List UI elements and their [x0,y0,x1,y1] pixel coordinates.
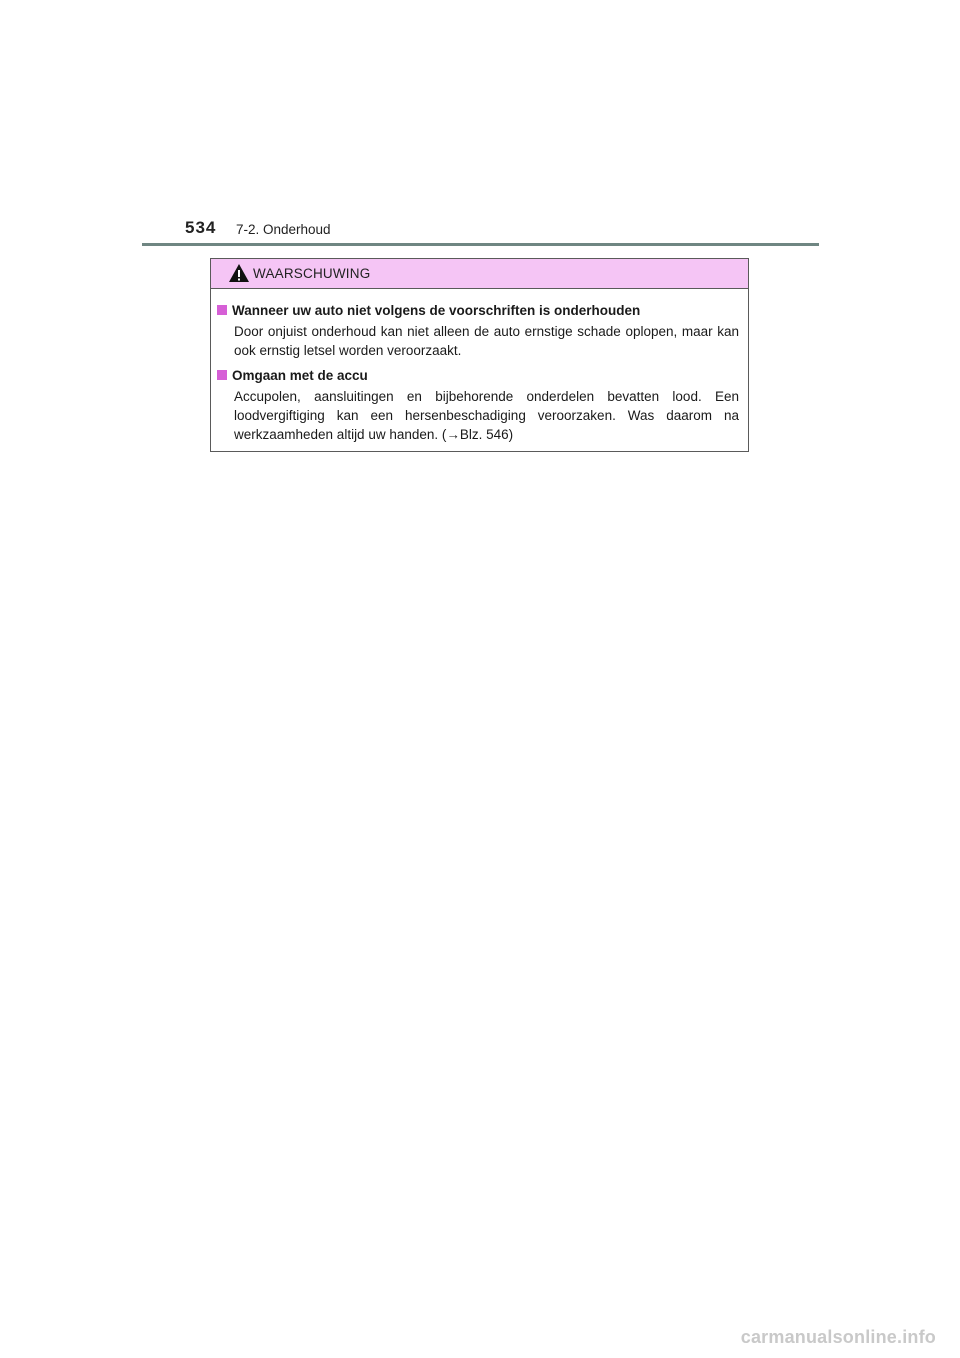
item-heading: Omgaan met de accu [232,368,368,383]
warning-triangle-icon [228,263,250,283]
item-body: Door onjuist onderhoud kan niet alleen de auto ernstige schade oplopen, maar kan ook ernstig letsel worden veroorzaakt. [234,324,739,358]
item-body: Accupolen, aansluitingen en bijbehorende onderdelen bevatten lood. Een loodvergiftiging kan een hersenbeschadiging veroorzaken. Was daarom na werkzaamheden altijd uw handen. (→Blz. 546) [234,389,739,442]
square-bullet-icon [217,305,227,315]
warning-item [217,367,739,444]
watermark: carmanualsonline.info [740,1327,936,1347]
item-heading: Wanneer uw auto niet volgens de voorschriften is onderhouden [232,303,641,318]
section-title: 7-2. Onderhoud [236,222,331,237]
warning-item [217,302,739,360]
warning-header [211,259,748,289]
square-bullet-icon [217,370,227,380]
warning-title: WAARSCHUWING [253,266,371,281]
header-rule [142,243,819,246]
warning-box [210,258,749,452]
page-number: 534 [185,218,217,237]
